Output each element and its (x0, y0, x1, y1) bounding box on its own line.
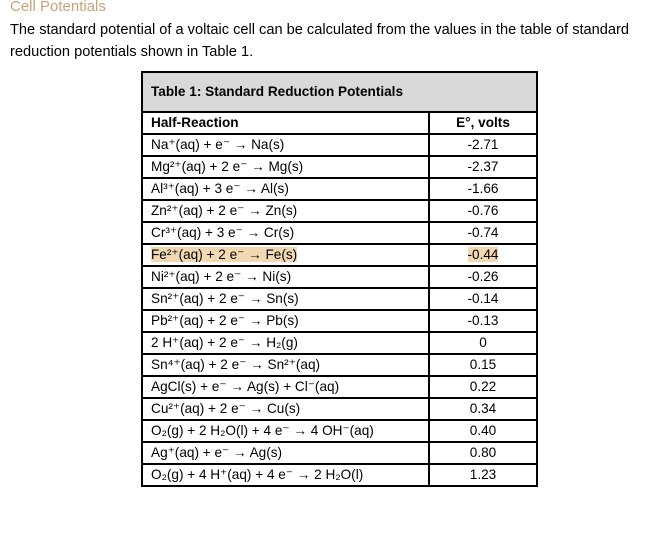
potential-cell (429, 442, 537, 464)
half-reaction-cell (142, 420, 429, 442)
table-row (142, 332, 537, 354)
potential-cell (429, 376, 537, 398)
half-reaction-text: Zn²⁺(aq) + 2 e⁻ → Zn(s) (151, 203, 298, 218)
table-row (142, 244, 537, 266)
potential-value: -2.71 (467, 137, 499, 152)
half-reaction-cell (142, 464, 429, 486)
table-row (142, 222, 537, 244)
potential-value: -0.26 (467, 269, 499, 284)
intro-paragraph: The standard potential of a voltaic cell can be calculated from the values in the table of standard reduction potentials shown in Table 1. (10, 22, 629, 60)
potential-cell (429, 332, 537, 354)
half-reaction-text: Sn²⁺(aq) + 2 e⁻ → Sn(s) (151, 291, 299, 306)
potential-cell (429, 222, 537, 244)
half-reaction-cell (142, 244, 429, 266)
potential-cell (429, 420, 537, 442)
potential-value: 0.34 (469, 401, 497, 416)
table-row (142, 200, 537, 222)
potential-cell (429, 134, 537, 156)
half-reaction-cell (142, 442, 429, 464)
potential-value: 1.23 (469, 467, 497, 482)
half-reaction-cell (142, 266, 429, 288)
section-heading: Cell Potentials (10, 0, 106, 15)
potential-value: 0.40 (469, 423, 497, 438)
half-reaction-text: 2 H⁺(aq) + 2 e⁻ → H₂(g) (151, 335, 298, 350)
potential-cell (429, 398, 537, 420)
table-row (142, 464, 537, 486)
table-title: Table 1: Standard Reduction Potentials (142, 72, 537, 112)
potential-value: -0.76 (467, 203, 499, 218)
table-row (142, 178, 537, 200)
half-reaction-cell (142, 200, 429, 222)
potential-cell (429, 266, 537, 288)
potential-value: -1.66 (467, 181, 499, 196)
table-row (142, 156, 537, 178)
potential-cell (429, 354, 537, 376)
potential-value: -0.44 (467, 247, 499, 262)
potential-cell (429, 288, 537, 310)
half-reaction-cell (142, 288, 429, 310)
potential-value: 0.15 (469, 357, 497, 372)
potential-value: 0 (479, 335, 487, 350)
table-row (142, 310, 537, 332)
half-reaction-text: O₂(g) + 2 H₂O(l) + 4 e⁻ → 4 OH⁻(aq) (151, 423, 374, 438)
half-reaction-cell (142, 376, 429, 398)
table-header-row (142, 112, 537, 134)
half-reaction-text: Pb²⁺(aq) + 2 e⁻ → Pb(s) (151, 313, 299, 328)
potential-cell (429, 200, 537, 222)
half-reaction-text: Mg²⁺(aq) + 2 e⁻ → Mg(s) (151, 159, 304, 174)
potential-cell (429, 178, 537, 200)
half-reaction-cell (142, 332, 429, 354)
half-reaction-cell (142, 354, 429, 376)
column-header-potential: E°, volts (429, 112, 537, 134)
half-reaction-text: Ni²⁺(aq) + 2 e⁻ → Ni(s) (151, 269, 292, 284)
half-reaction-cell (142, 222, 429, 244)
table-body (142, 134, 537, 486)
potential-cell (429, 156, 537, 178)
half-reaction-cell (142, 156, 429, 178)
half-reaction-cell (142, 398, 429, 420)
potential-cell (429, 464, 537, 486)
potential-cell (429, 244, 537, 266)
table-row (142, 288, 537, 310)
table-row (142, 134, 537, 156)
table-row (142, 266, 537, 288)
potential-value: -0.14 (467, 291, 499, 306)
potential-value: -2.37 (467, 159, 499, 174)
half-reaction-cell (142, 310, 429, 332)
half-reaction-text: Cu²⁺(aq) + 2 e⁻ → Cu(s) (151, 401, 301, 416)
half-reaction-text: Al³⁺(aq) + 3 e⁻ → Al(s) (151, 181, 289, 196)
potential-value: -0.74 (467, 225, 499, 240)
half-reaction-text: O₂(g) + 4 H⁺(aq) + 4 e⁻ → 2 H₂O(l) (151, 467, 364, 482)
potential-cell (429, 310, 537, 332)
half-reaction-text: Ag⁺(aq) + e⁻ → Ag(s) (151, 445, 283, 460)
half-reaction-cell (142, 178, 429, 200)
table-title-row (142, 72, 537, 112)
potential-value: 0.22 (469, 379, 497, 394)
half-reaction-cell (142, 134, 429, 156)
column-header-half-reaction: Half-Reaction (142, 112, 429, 134)
half-reaction-text: Cr³⁺(aq) + 3 e⁻ → Cr(s) (151, 225, 295, 240)
table-row (142, 420, 537, 442)
potential-value: -0.13 (467, 313, 499, 328)
reduction-potentials-table (141, 71, 538, 487)
table-row (142, 376, 537, 398)
table-row (142, 398, 537, 420)
table-row (142, 354, 537, 376)
half-reaction-text: Sn⁴⁺(aq) + 2 e⁻ → Sn²⁺(aq) (151, 357, 321, 372)
half-reaction-text: AgCl(s) + e⁻ → Ag(s) + Cl⁻(aq) (151, 379, 340, 394)
table-row (142, 442, 537, 464)
half-reaction-text: Na⁺(aq) + e⁻ → Na(s) (151, 137, 285, 152)
potential-value: 0.80 (469, 445, 497, 460)
half-reaction-text: Fe²⁺(aq) + 2 e⁻ → Fe(s) (151, 247, 298, 262)
